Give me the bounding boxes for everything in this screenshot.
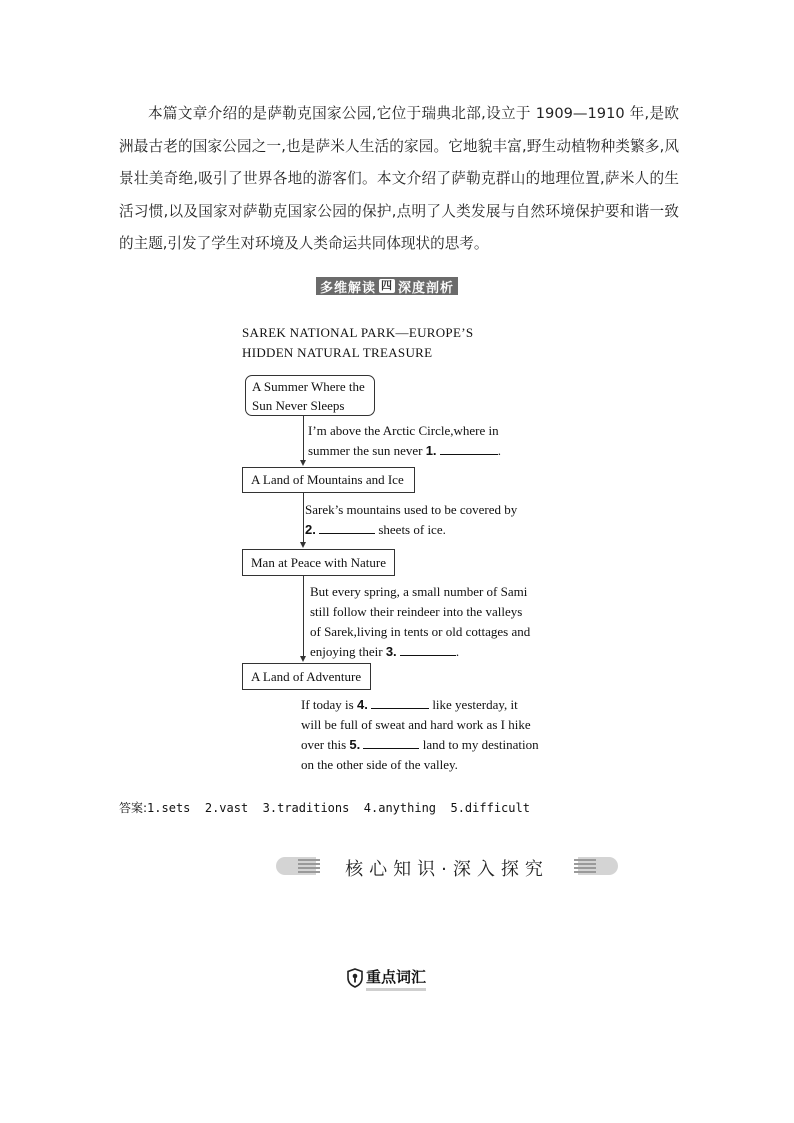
note-3-line-4: enjoying their 3. . xyxy=(310,644,460,659)
mindmap-node-summer xyxy=(245,375,375,416)
mindmap-title-line-2: HIDDEN NATURAL TREASURE xyxy=(242,345,433,360)
arrow-3 xyxy=(300,656,306,662)
answer-text: 1.sets 2.vast 3.traditions 4.anything 5.difficult xyxy=(147,801,530,815)
banner-left-text: 多维解读 xyxy=(320,280,377,296)
mindmap-node-adventure xyxy=(242,663,371,690)
mindmap-node-mountains xyxy=(242,467,415,493)
note-2-line-2: 2. sheets of ice. xyxy=(305,522,446,537)
note-3-line-2: still follow their reindeer into the valleys xyxy=(310,604,523,619)
blank-number-3: 3. xyxy=(385,644,397,659)
blank-number-2: 2. xyxy=(305,522,316,537)
answer-blank-4 xyxy=(371,698,429,709)
arrow-1 xyxy=(300,460,306,466)
mindmap-note-4 xyxy=(301,695,539,775)
connector-3 xyxy=(303,576,304,656)
answer-label: 答案: xyxy=(119,801,148,815)
section-banner-analysis xyxy=(316,277,458,295)
note-1-line-2: summer the sun never 1. . xyxy=(308,443,502,458)
arrow-2 xyxy=(300,542,306,548)
note-4-line-4: on the other side of the valley. xyxy=(301,757,458,772)
answer-blank-2 xyxy=(319,523,375,534)
banner-core-text: 核心知识·深入探究 xyxy=(345,859,549,880)
mindmap-node-peace xyxy=(242,549,395,576)
intro-paragraph: 本篇文章介绍的是萨勒克国家公园,它位于瑞典北部,设立于 1909—1910 年,是欧洲最古老的国家公园之一,也是萨米人生活的家园。它地貌丰富,野生动植物种类繁多,风景壮美奇绝,吸引了世界各地的游客们。本文介绍了萨勒克群山的地理位置,萨米人的生活习惯,以及国家对萨勒克国家公园的保护,点明了人类发展与自然环境保护要和谐一致的主题,引发了学生对环境及人类命运共同体现状的思考。 xyxy=(119,105,679,252)
node-peace-label: Man at Peace with Nature xyxy=(251,554,387,570)
answer-blank-3 xyxy=(400,645,456,656)
note-4-line-2: will be full of sweat and hard work as I hike xyxy=(301,717,531,732)
node-mountains-label: A Land of Mountains and Ice xyxy=(251,472,404,487)
mindmap-title-line-1: SAREK NATIONAL PARK—EUROPE’S xyxy=(242,325,474,340)
note-4-line-3: over this 5. land to my destination xyxy=(301,737,539,752)
answer-key xyxy=(119,799,530,816)
connector-2 xyxy=(303,493,304,542)
note-3-line-3: of Sarek,living in tents or old cottages and xyxy=(310,624,531,639)
banner-middle-glyph: 四 xyxy=(381,279,394,292)
node-summer-line-2: Sun Never Sleeps xyxy=(252,397,345,413)
note-1-line-1: I’m above the Arctic Circle,where in xyxy=(308,423,499,438)
answer-blank-5 xyxy=(363,738,419,749)
blank-number-5: 5. xyxy=(349,737,361,752)
banner-stripes-right xyxy=(574,859,596,873)
mindmap-note-3 xyxy=(310,582,530,662)
note-3-line-1: But every spring, a small number of Sami xyxy=(310,584,528,599)
blank-number-1: 1. xyxy=(425,443,437,458)
section-banner-core-knowledge xyxy=(276,853,618,879)
banner-stripes-left xyxy=(298,859,320,873)
answer-blank-1 xyxy=(440,444,498,455)
node-summer-line-1: A Summer Where the xyxy=(252,378,365,394)
note-2-line-1: Sarek’s mountains used to be covered by xyxy=(305,502,518,517)
node-adventure-label: A Land of Adventure xyxy=(251,668,362,684)
keyhole-shield-icon xyxy=(346,968,364,988)
mindmap-note-1 xyxy=(308,421,501,461)
note-4-line-1: If today is 4. like yesterday, it xyxy=(301,697,518,712)
key-vocabulary-title: 重点词汇 xyxy=(366,966,426,991)
banner-right-text: 深度剖析 xyxy=(398,280,455,296)
connector-1 xyxy=(303,416,304,460)
key-vocabulary-heading xyxy=(346,966,426,990)
blank-number-4: 4. xyxy=(356,697,368,712)
mindmap-note-2 xyxy=(305,500,517,540)
